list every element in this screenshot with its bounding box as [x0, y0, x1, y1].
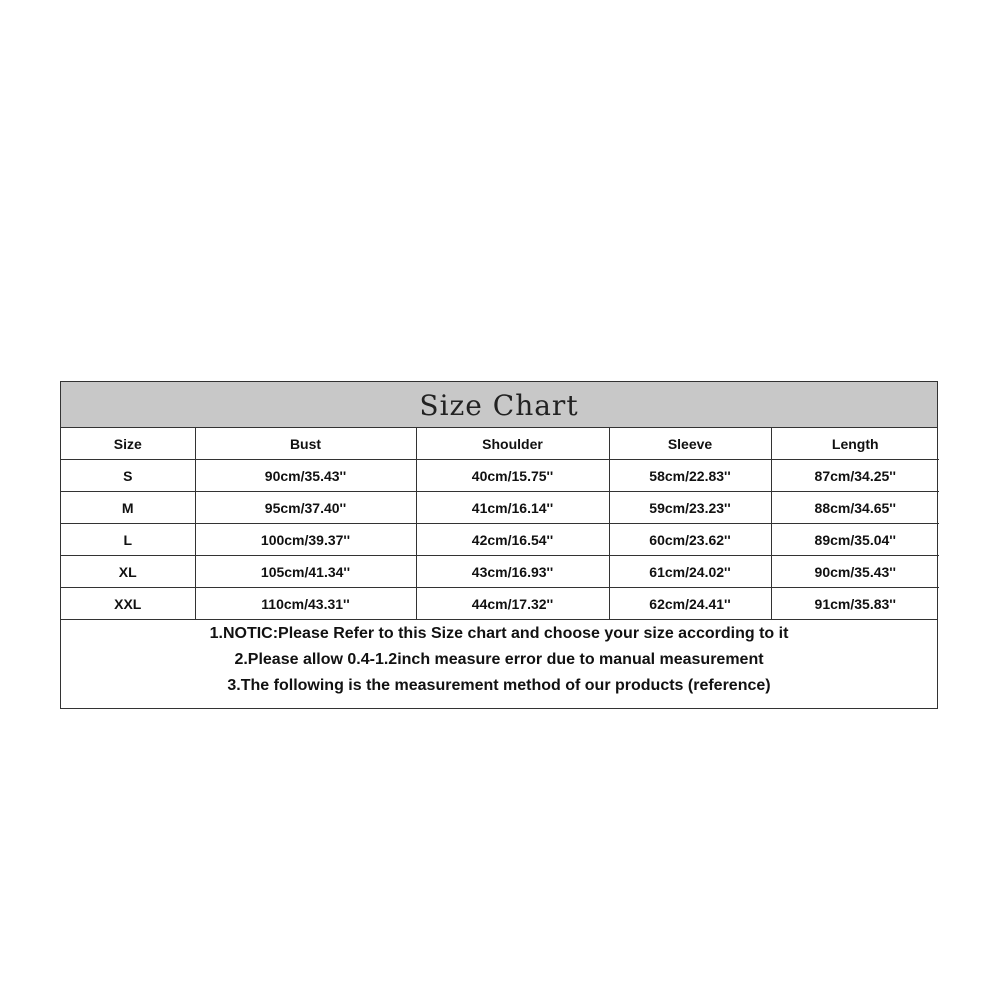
cell-sleeve: 62cm/24.41'': [609, 588, 771, 620]
header-size: Size: [61, 428, 195, 460]
cell-length: 91cm/35.83'': [771, 588, 939, 620]
notes-section: [61, 619, 937, 708]
size-table: [61, 428, 939, 619]
cell-shoulder: 40cm/15.75'': [416, 460, 609, 492]
table-row: [61, 492, 939, 524]
cell-bust: 110cm/43.31'': [195, 588, 416, 620]
table-row: [61, 460, 939, 492]
cell-size: L: [61, 524, 195, 556]
note-line: 3.The following is the measurement method of our products (reference): [227, 677, 771, 694]
cell-length: 87cm/34.25'': [771, 460, 939, 492]
cell-bust: 95cm/37.40'': [195, 492, 416, 524]
cell-shoulder: 41cm/16.14'': [416, 492, 609, 524]
header-bust: Bust: [195, 428, 416, 460]
header-sleeve: Sleeve: [609, 428, 771, 460]
cell-bust: 100cm/39.37'': [195, 524, 416, 556]
size-chart: [60, 381, 938, 709]
table-row: [61, 524, 939, 556]
cell-size: XL: [61, 556, 195, 588]
cell-size: M: [61, 492, 195, 524]
cell-length: 89cm/35.04'': [771, 524, 939, 556]
cell-size: XXL: [61, 588, 195, 620]
note-line: 2.Please allow 0.4-1.2inch measure error due to manual measurement: [234, 651, 764, 668]
cell-length: 90cm/35.43'': [771, 556, 939, 588]
cell-bust: 90cm/35.43'': [195, 460, 416, 492]
cell-bust: 105cm/41.34'': [195, 556, 416, 588]
cell-length: 88cm/34.65'': [771, 492, 939, 524]
cell-sleeve: 58cm/22.83'': [609, 460, 771, 492]
table-header-row: [61, 428, 939, 460]
note-line: 1.NOTIC:Please Refer to this Size chart and choose your size according to it: [209, 625, 789, 642]
cell-sleeve: 59cm/23.23'': [609, 492, 771, 524]
cell-shoulder: 44cm/17.32'': [416, 588, 609, 620]
header-length: Length: [771, 428, 939, 460]
cell-shoulder: 43cm/16.93'': [416, 556, 609, 588]
table-row: [61, 556, 939, 588]
chart-title: Size Chart: [61, 382, 937, 428]
table-row: [61, 588, 939, 620]
header-shoulder: Shoulder: [416, 428, 609, 460]
cell-sleeve: 61cm/24.02'': [609, 556, 771, 588]
cell-sleeve: 60cm/23.62'': [609, 524, 771, 556]
cell-size: S: [61, 460, 195, 492]
cell-shoulder: 42cm/16.54'': [416, 524, 609, 556]
